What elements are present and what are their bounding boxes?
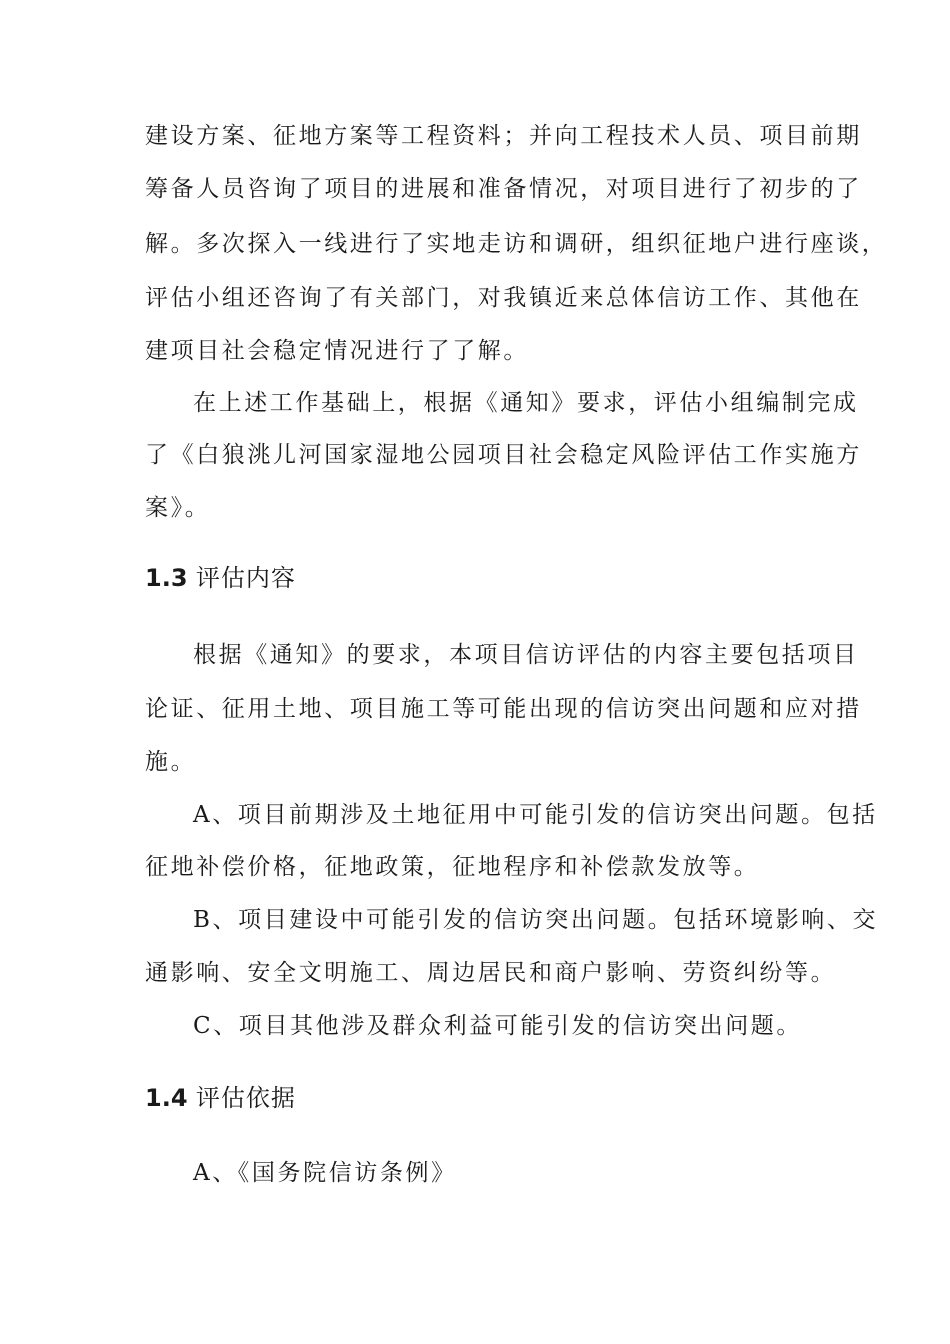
body-text-line: 施。: [145, 749, 197, 775]
section-heading-1-4: [145, 1083, 296, 1113]
list-item-a: A、项目前期涉及土地征用中可能引发的信访突出问题。包括: [193, 802, 878, 828]
body-text-line: 建设方案、征地方案等工程资料；并向工程技术人员、项目前期: [145, 123, 862, 149]
section-number: 1.3: [145, 564, 188, 592]
body-text-line: 根据《通知》的要求，本项目信访评估的内容主要包括项目: [193, 642, 859, 668]
body-text-line: 解。多次探入一线进行了实地走访和调研，组织征地户进行座谈，: [145, 231, 888, 257]
section-title: 评估依据: [195, 1084, 296, 1112]
body-text-line: 了《白狼洮儿河国家湿地公园项目社会稳定风险评估工作实施方: [145, 442, 862, 468]
body-text-line: 建项目社会稳定情况进行了了解。: [145, 338, 529, 364]
body-text-line: 论证、征用土地、项目施工等可能出现的信访突出问题和应对措: [145, 696, 862, 722]
body-text-line: 评估小组还咨询了有关部门，对我镇近来总体信访工作、其他在: [145, 285, 862, 311]
list-item-b: B、项目建设中可能引发的信访突出问题。包括环境影响、交: [193, 907, 879, 933]
list-item-b-continued: 通影响、安全文明施工、周边居民和商户影响、劳资纠纷等。: [145, 960, 837, 986]
section-title: 评估内容: [195, 564, 296, 592]
body-text-line: 筹备人员咨询了项目的进展和准备情况，对项目进行了初步的了: [145, 176, 862, 202]
list-item-a-continued: 征地补偿价格，征地政策，征地程序和补偿款发放等。: [145, 854, 760, 880]
section-heading-1-3: [145, 563, 296, 593]
section-number: 1.4: [145, 1084, 188, 1112]
list-item-c: C、项目其他涉及群众利益可能引发的信访突出问题。: [193, 1013, 802, 1039]
body-text-line: 在上述工作基础上，根据《通知》要求，评估小组编制完成: [193, 390, 859, 416]
basis-item-a: A、《国务院信访条例》: [193, 1160, 457, 1186]
body-text-line: 案》。: [145, 495, 211, 521]
